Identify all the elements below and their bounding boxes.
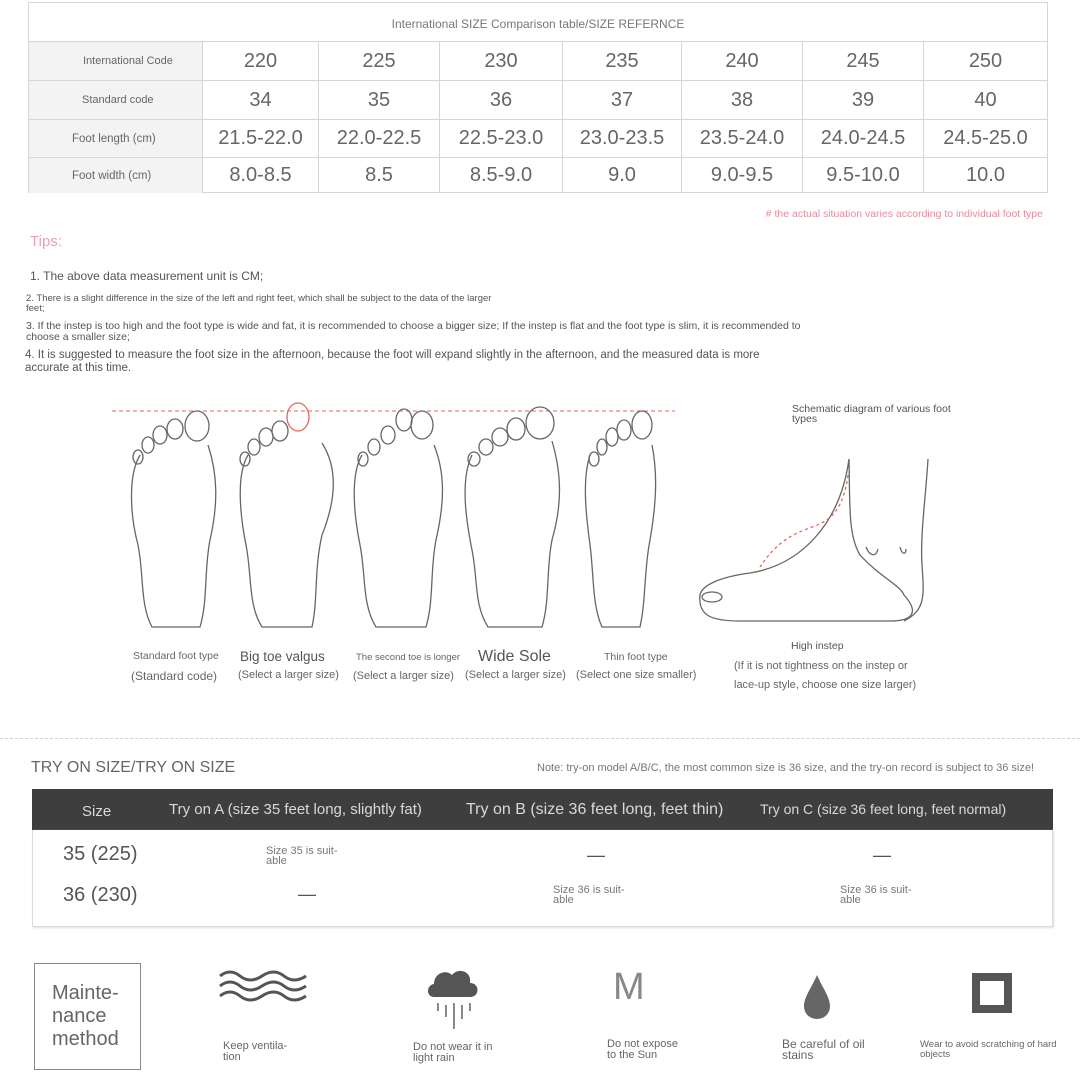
try-a-cell: Size 35 is suit- able	[266, 845, 338, 867]
size-comparison-table	[28, 2, 1048, 193]
maintenance-label: Do not expose to the Sun	[607, 1038, 678, 1061]
size-table-title: International SIZE Comparison table/SIZE REFERNCE	[29, 3, 1047, 42]
oil-drop-icon	[802, 973, 832, 1021]
foot-type-name: Standard foot type	[133, 650, 219, 662]
table-cell: 22.0-22.5	[319, 120, 440, 157]
table-cell: 245	[803, 42, 924, 80]
table-cell: 240	[682, 42, 803, 80]
table-cell: 24.0-24.5	[803, 120, 924, 157]
tip-item: 2. There is a slight difference in the size of the left and right feet, which shall be subject to the data of the larger feet;	[26, 293, 492, 314]
try-a-cell: —	[298, 884, 316, 904]
table-cell: 38	[682, 81, 803, 119]
tip-item: 3. If the instep is too high and the foot type is wide and fat, it is recommended to choose a bigger size; If the instep is flat and the foot type is slim, it is recommended to choose a smaller size;	[26, 320, 801, 343]
table-cell: 250	[968, 49, 1003, 72]
row-header: Foot width (cm)	[29, 158, 203, 193]
foot-diagram-title: Schematic diagram of various foot types	[792, 403, 951, 425]
sun-m-icon: M	[613, 966, 645, 1008]
table-cell: 39	[803, 81, 924, 119]
foot-type-hint: (Select a larger size)	[238, 669, 339, 681]
foot-type-hint: (Standard code)	[131, 669, 218, 683]
high-instep-foot-icon	[700, 459, 928, 621]
table-cell: 34	[203, 81, 319, 119]
rain-cloud-icon	[424, 967, 480, 1033]
table-cell: 37	[563, 81, 682, 119]
table-cell: 9.0	[563, 158, 682, 193]
maintenance-title	[34, 963, 141, 1070]
tip-item: 4. It is suggested to measure the foot size in the afternoon, because the foot will expand slightly in the afternoon, and the measured data is more accurate at this time.	[25, 349, 760, 374]
col-header-try-b: Try on B (size 36 feet long, feet thin)	[466, 801, 724, 818]
foot-type-name: The second toe is longer	[356, 652, 461, 663]
foot-type-note: # the actual situation varies according to individual foot type	[765, 208, 1043, 220]
try-b-cell: Size 36 is suit- able	[553, 884, 625, 906]
table-cell: 21.5-22.0	[203, 120, 319, 157]
table-cell: 8.5-9.0	[440, 158, 563, 193]
col-header-size: Size	[82, 803, 112, 820]
second-toe-longer-foot-icon	[354, 409, 442, 627]
table-cell: 35	[319, 81, 440, 119]
try-c-cell: Size 36 is suit- able	[840, 884, 912, 906]
foot-type-name: Thin foot type	[604, 651, 668, 663]
table-cell: 9.5-10.0	[803, 158, 924, 193]
foot-type-name: Wide Sole	[478, 648, 551, 665]
size-cell: 35 (225)	[63, 843, 138, 865]
table-cell: 235	[563, 42, 682, 80]
standard-foot-icon	[132, 411, 216, 627]
row-header: Standard code	[29, 81, 203, 119]
table-cell: 22.5-23.0	[440, 120, 563, 157]
big-toe-valgus-foot-icon	[240, 403, 333, 627]
maintenance-title-text: Mainte- nance method	[52, 982, 119, 1050]
table-row	[29, 120, 1047, 158]
table-cell: 9.0-9.5	[682, 158, 803, 193]
table-cell: 36	[440, 81, 563, 119]
try-b-cell: —	[587, 845, 605, 865]
tips-title: Tips:	[30, 233, 62, 250]
try-c-cell: —	[873, 845, 891, 865]
col-header-try-a: Try on A (size 35 feet long, slightly fat)	[169, 801, 422, 818]
table-cell: 225	[319, 42, 440, 80]
tip-item: 1. The above data measurement unit is CM;	[30, 269, 264, 283]
maintenance-label: Keep ventila- tion	[223, 1040, 288, 1063]
maintenance-label: Wear to avoid scratching of hard objects	[920, 1039, 1057, 1060]
row-header: Foot length (cm)	[29, 120, 203, 157]
table-cell: 40	[974, 88, 997, 111]
table-cell: 23.0-23.5	[563, 120, 682, 157]
table-cell: 24.5-25.0	[943, 127, 1028, 149]
foot-type-hint: (If it is not tightness on the instep or lace-up style, choose one size larger)	[734, 660, 917, 691]
table-cell: 10.0	[966, 164, 1005, 186]
hard-object-square-icon	[970, 971, 1014, 1015]
maintenance-label: Be careful of oil stains	[782, 1037, 865, 1062]
foot-type-hint: (Select a larger size)	[353, 670, 454, 682]
table-cell: 220	[203, 42, 319, 80]
maintenance-label: Do not wear it in light rain	[413, 1041, 493, 1064]
size-cell: 36 (230)	[63, 884, 138, 906]
foot-types-illustration	[100, 395, 980, 630]
table-cell: 230	[440, 42, 563, 80]
try-on-title: TRY ON SIZE/TRY ON SIZE	[31, 759, 236, 776]
table-cell: 8.0-8.5	[203, 158, 319, 193]
try-on-table-header	[32, 789, 1053, 830]
foot-type-name: High instep	[791, 640, 844, 652]
try-on-table-body	[32, 830, 1053, 927]
table-cell: 23.5-24.0	[682, 120, 803, 157]
foot-type-hint: (Select a larger size)	[465, 669, 566, 681]
table-row	[29, 42, 1047, 81]
row-header: International Code	[29, 42, 203, 80]
table-row	[29, 81, 1047, 120]
table-cell: 8.5	[319, 158, 440, 193]
table-row	[29, 158, 1047, 193]
section-divider	[0, 738, 1080, 739]
foot-type-hint: (Select one size smaller)	[576, 669, 697, 681]
ventilation-wave-icon	[218, 968, 308, 1004]
foot-type-name: Big toe valgus	[240, 649, 325, 664]
col-header-try-c: Try on C (size 36 feet long, feet normal)	[760, 801, 1007, 817]
wide-sole-foot-icon	[465, 407, 559, 627]
thin-foot-icon	[585, 411, 655, 627]
try-on-note: Note: try-on model A/B/C, the most common size is 36 size, and the try-on record is subject to 36 size!	[537, 762, 1035, 774]
